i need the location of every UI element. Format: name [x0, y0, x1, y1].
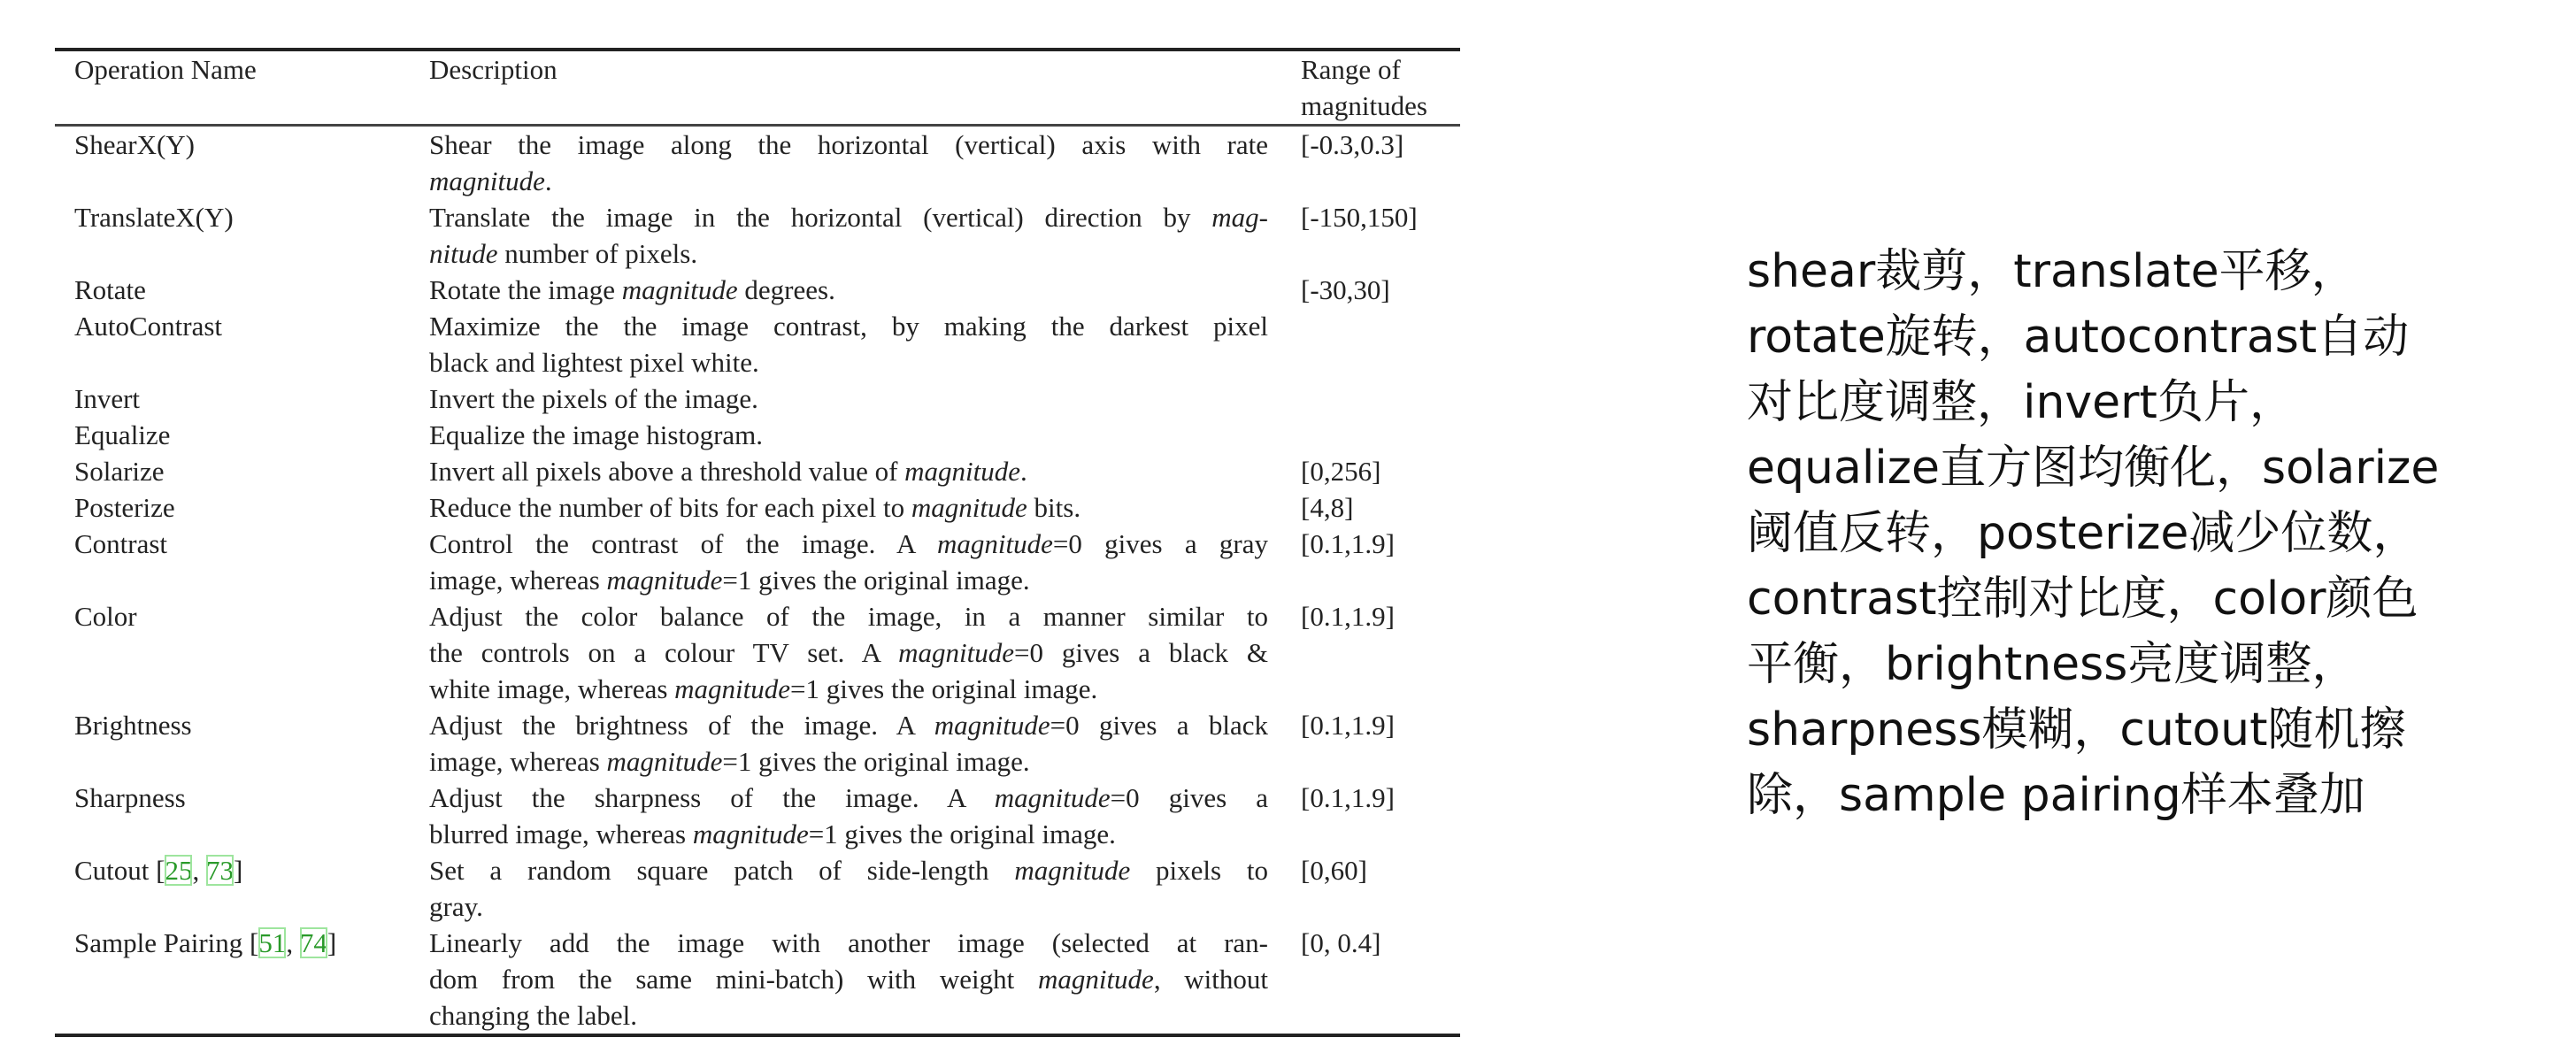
description-line — [429, 489, 1268, 526]
italic-term: mag- — [1211, 202, 1268, 233]
description-line — [429, 634, 1268, 671]
description-text: Set a random square patch of side-length — [429, 855, 1015, 886]
annotation-line: 阈值反转，posterize减少位数， — [1747, 507, 2419, 560]
operation-name-text: Equalize — [74, 419, 171, 450]
operation-name-text: Invert — [74, 383, 141, 414]
description-line — [429, 925, 1268, 961]
description-text: Shear the image along the horizontal (vertical) axis with rate — [429, 129, 1268, 160]
description-text: Adjust the sharpness of the image. A — [429, 782, 995, 813]
header-description: Description — [429, 54, 557, 85]
header-range-line1: Range of — [1301, 54, 1401, 85]
italic-term: magnitude — [429, 165, 545, 196]
description-text: Equalize the image histogram. — [429, 419, 764, 450]
annotation-line: sharpness模糊，cutout随机擦 — [1747, 703, 2406, 757]
citation-link[interactable]: 73 — [205, 855, 234, 886]
annotation-line: shear裁剪，translate平移， — [1747, 245, 2357, 298]
description-line — [429, 780, 1268, 816]
table-row — [55, 925, 1460, 1034]
italic-term: magnitude — [911, 492, 1027, 523]
citation-link[interactable]: 74 — [299, 927, 327, 958]
operation-name: Sample Pairing [51, 74] — [74, 927, 337, 958]
description-text: Reduce the number of bits for each pixel to — [429, 492, 911, 523]
description-line — [429, 308, 1268, 344]
table-row — [55, 380, 1460, 417]
description-line — [429, 344, 1268, 380]
description-text: . — [544, 165, 552, 196]
description-line — [429, 417, 1268, 453]
annotation-line: 平衡，brightness亮度调整， — [1747, 638, 2358, 691]
description-text: black and lightest pixel white. — [429, 347, 759, 378]
operation-name-text: Brightness — [74, 710, 192, 741]
italic-term: magnitude — [936, 528, 1053, 559]
magnitude-range: [0,60] — [1301, 855, 1367, 886]
description-text: Linearly add the image with another image (selected at ran- — [429, 927, 1268, 958]
description-text: =1 gives the original image. — [790, 673, 1098, 704]
italic-term: magnitude — [904, 456, 1021, 487]
bottom-rule — [55, 1034, 1460, 1037]
italic-term: magnitude — [994, 782, 1111, 813]
description-text: the controls on a colour TV set. A — [429, 637, 899, 668]
augmentation-operations-table — [55, 48, 1460, 1037]
description-text: gray. — [429, 891, 483, 922]
description-text: changing the label. — [429, 1000, 637, 1031]
operation-name — [74, 453, 429, 489]
description-text: =0 gives a gray — [1052, 528, 1268, 559]
magnitude-range: [-0.3,0.3] — [1301, 129, 1404, 160]
description-line — [429, 743, 1268, 780]
table-row — [55, 852, 1460, 925]
italic-term: magnitude — [606, 746, 723, 777]
description-text: . — [1020, 456, 1027, 487]
description-line — [429, 562, 1268, 598]
citation-link[interactable]: 25 — [165, 855, 193, 886]
description-line — [429, 852, 1268, 888]
magnitude-range: [0,256] — [1301, 456, 1381, 487]
description-text: bits. — [1027, 492, 1081, 523]
operation-name-text: Solarize — [74, 456, 165, 487]
description-line — [429, 961, 1268, 997]
operation-name — [74, 598, 429, 634]
magnitude-range: [0.1,1.9] — [1301, 528, 1395, 559]
operation-name — [74, 780, 429, 816]
operation-name-text: TranslateX(Y) — [74, 202, 234, 233]
italic-term: nitude — [429, 238, 498, 269]
table-row — [55, 489, 1460, 526]
italic-term: magnitude — [1014, 855, 1131, 886]
magnitude-range: [0.1,1.9] — [1301, 710, 1395, 741]
header-operation-name: Operation Name — [74, 54, 257, 85]
header-range-line2: magnitudes — [1301, 90, 1427, 121]
table-row — [55, 199, 1460, 272]
annotation-line: equalize直方图均衡化，solarize — [1747, 442, 2440, 495]
description-line — [429, 526, 1268, 562]
operation-name-text: Cutout — [74, 855, 150, 886]
table-row — [55, 598, 1460, 707]
description-line — [429, 235, 1268, 272]
description-text: Control the contrast of the image. A — [429, 528, 937, 559]
description-text: Translate the image in the horizontal (vertical) direction by — [429, 202, 1212, 233]
table-row — [55, 526, 1460, 598]
operation-name — [74, 489, 429, 526]
description-line — [429, 380, 1268, 417]
annotation-line: 对比度调整，invert负片， — [1747, 376, 2295, 429]
operation-name — [74, 380, 429, 417]
description-text: =1 gives the original image. — [722, 746, 1030, 777]
operation-name-text: Sharpness — [74, 782, 186, 813]
description-text: , without — [1153, 964, 1268, 995]
operation-name-text: Color — [74, 601, 137, 632]
description-line — [429, 888, 1268, 925]
operation-name-text: ShearX(Y) — [74, 129, 196, 160]
table-row — [55, 417, 1460, 453]
description-text: Rotate the image — [429, 274, 622, 305]
operation-name-text: Contrast — [74, 528, 168, 559]
magnitude-range: [0, 0.4] — [1301, 927, 1381, 958]
description-text: Invert all pixels above a threshold value of — [429, 456, 905, 487]
chinese-annotation — [1747, 239, 2439, 828]
operation-name — [74, 707, 429, 743]
annotation-line: contrast控制对比度，color颜色 — [1747, 573, 2418, 626]
magnitude-range: [-150,150] — [1301, 202, 1418, 233]
table-row — [55, 308, 1460, 380]
description-line — [429, 671, 1268, 707]
description-line — [429, 127, 1268, 163]
operation-name — [74, 127, 429, 163]
description-text: =0 gives a — [1110, 782, 1268, 813]
operation-name-text: AutoContrast — [74, 311, 223, 342]
italic-term: magnitude — [621, 274, 738, 305]
description-text: Adjust the brightness of the image. A — [429, 710, 934, 741]
italic-term: magnitude — [1037, 964, 1154, 995]
table-row — [55, 453, 1460, 489]
magnitude-range: [4,8] — [1301, 492, 1354, 523]
annotation-line: rotate旋转，autocontrast自动 — [1747, 311, 2410, 364]
operation-name-text: Posterize — [74, 492, 175, 523]
table-row — [55, 780, 1460, 852]
table-row — [55, 707, 1460, 780]
description-text: dom from the same mini-batch) with weight — [429, 964, 1038, 995]
magnitude-range: [-30,30] — [1301, 274, 1390, 305]
description-line — [429, 997, 1268, 1034]
operation-name — [74, 272, 429, 308]
annotation-line: 除，sample pairing样本叠加 — [1747, 769, 2365, 822]
operation-name-text: Rotate — [74, 274, 146, 305]
table-body — [55, 127, 1460, 1034]
description-text: degrees. — [737, 274, 835, 305]
description-text: white image, whereas — [429, 673, 675, 704]
operation-name — [74, 526, 429, 562]
citation-link[interactable]: 51 — [258, 927, 287, 958]
operation-name — [74, 417, 429, 453]
italic-term: magnitude — [674, 673, 791, 704]
magnitude-range: [0.1,1.9] — [1301, 782, 1395, 813]
description-line — [429, 707, 1268, 743]
description-line — [429, 598, 1268, 634]
description-text: Invert the pixels of the image. — [429, 383, 758, 414]
description-text: number of pixels. — [497, 238, 698, 269]
description-text: =1 gives the original image. — [722, 565, 1030, 596]
description-line — [429, 816, 1268, 852]
description-text: =1 gives the original image. — [808, 819, 1116, 849]
italic-term: magnitude — [898, 637, 1015, 668]
table-row — [55, 127, 1460, 199]
description-text: image, whereas — [429, 746, 607, 777]
operation-name: Cutout [25, 73] — [74, 855, 243, 886]
operation-name — [74, 308, 429, 344]
description-text: Adjust the color balance of the image, in a manner similar to — [429, 601, 1268, 632]
operation-name — [74, 199, 429, 235]
italic-term: magnitude — [934, 710, 1050, 741]
description-line — [429, 272, 1268, 308]
italic-term: magnitude — [606, 565, 723, 596]
description-text: image, whereas — [429, 565, 607, 596]
italic-term: magnitude — [692, 819, 809, 849]
header-row — [55, 51, 1460, 124]
table-row — [55, 272, 1460, 308]
operation-name-text: Sample Pairing — [74, 927, 243, 958]
description-text: blurred image, whereas — [429, 819, 693, 849]
description-line — [429, 453, 1268, 489]
magnitude-range: [0.1,1.9] — [1301, 601, 1395, 632]
description-text: =0 gives a black & — [1014, 637, 1268, 668]
description-text: pixels to — [1130, 855, 1268, 886]
description-line — [429, 163, 1268, 199]
description-text: Maximize the the image contrast, by making the darkest pixel — [429, 311, 1268, 342]
description-line — [429, 199, 1268, 235]
description-text: =0 gives a black — [1050, 710, 1268, 741]
